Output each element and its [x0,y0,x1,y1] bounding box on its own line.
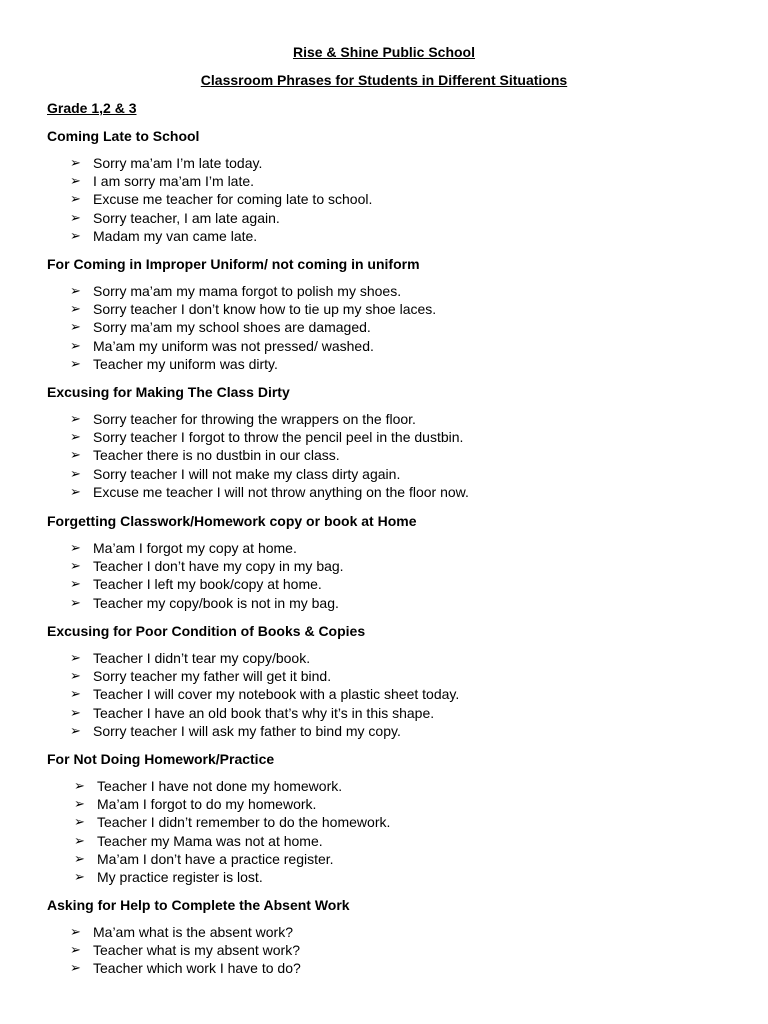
phrase-text: Teacher I have an old book that’s why it’s in this shape. [93,704,435,721]
arrowhead-bullet-icon: ➢ [70,191,81,207]
phrase-text: Teacher what is my absent work? [93,942,300,959]
list-item [47,575,747,593]
list-item [47,557,747,575]
school-name: Rise & Shine Public School [292,44,476,60]
phrase-text: Excuse me teacher for coming late to school. [93,191,373,208]
arrowhead-bullet-icon: ➢ [70,209,81,225]
document-subtitle: Classroom Phrases for Students in Different Situations [200,72,568,88]
arrowhead-bullet-icon: ➢ [70,411,81,426]
phrase-text: Teacher my uniform was dirty. [93,355,278,372]
list-item [47,868,747,886]
arrowhead-bullet-icon: ➢ [74,778,85,793]
list-item [47,594,747,612]
phrase-text: I am sorry ma’am I’m late. [93,173,255,190]
phrase-text: Sorry teacher I will ask my father to bind my copy. [93,722,401,739]
phrase-text: Ma’am what is the absent work? [93,924,293,940]
phrase-text: Ma’am I forgot to do my homework. [97,796,317,813]
phrase-text: Teacher I didn’t tear my copy/book. [93,650,311,666]
arrowhead-bullet-icon: ➢ [70,155,81,170]
section-class-dirty [47,383,747,501]
list-item [47,850,747,868]
list-item [47,410,747,428]
phrase-list [47,923,747,978]
list-item [47,832,747,850]
phrase-list [47,649,747,740]
phrase-text: Ma’am I forgot my copy at home. [93,540,297,556]
phrase-list [47,154,747,245]
phrase-text: Sorry ma’am my mama forgot to polish my shoes. [93,283,402,299]
list-item [47,777,747,795]
arrowhead-bullet-icon: ➢ [70,447,81,463]
list-item [47,227,747,245]
list-item [47,465,747,483]
phrase-text: Teacher I have not done my homework. [97,778,343,794]
list-item [47,941,747,959]
list-item [47,300,747,318]
phrase-text: My practice register is lost. [97,868,263,885]
phrase-text: Sorry teacher I will not make my class dirty again. [93,465,401,482]
section-heading: Excusing for Making The Class Dirty [47,384,290,400]
arrowhead-bullet-icon: ➢ [70,704,81,720]
list-item [47,318,747,336]
list-item [47,923,747,941]
arrowhead-bullet-icon: ➢ [70,355,81,371]
list-item [47,337,747,355]
arrowhead-bullet-icon: ➢ [70,540,81,555]
phrase-text: Sorry ma’am I’m late today. [93,155,263,171]
phrase-text: Sorry ma’am my school shoes are damaged. [93,319,371,336]
section-improper-uniform [47,255,747,373]
arrowhead-bullet-icon: ➢ [70,576,81,592]
arrowhead-bullet-icon: ➢ [70,686,81,702]
arrowhead-bullet-icon: ➢ [74,850,85,866]
list-item [47,667,747,685]
list-item [47,795,747,813]
arrowhead-bullet-icon: ➢ [70,319,81,335]
list-item [47,649,747,667]
section-heading: Coming Late to School [47,128,200,144]
phrase-text: Teacher I left my book/copy at home. [93,576,322,593]
phrase-text: Ma’am I don’t have a practice register. [97,850,334,867]
arrowhead-bullet-icon: ➢ [70,337,81,353]
arrowhead-bullet-icon: ➢ [70,924,81,939]
list-item [47,282,747,300]
grade-label: Grade 1,2 & 3 [47,100,137,116]
section-heading: Excusing for Poor Condition of Books & Copies [47,623,366,639]
phrase-text: Sorry teacher I don’t know how to tie up my shoe laces. [93,301,437,318]
phrase-text: Excuse me teacher I will not throw anything on the floor now. [93,483,469,500]
list-item [47,172,747,190]
phrase-text: Sorry teacher, I am late again. [93,209,280,226]
arrowhead-bullet-icon: ➢ [70,483,81,499]
arrowhead-bullet-icon: ➢ [70,722,81,738]
list-item [47,446,747,464]
list-item [47,209,747,227]
arrowhead-bullet-icon: ➢ [70,594,81,610]
section-heading: Forgetting Classwork/Homework copy or book at Home [47,513,417,529]
section-not-doing-homework [47,750,747,886]
list-item [47,428,747,446]
list-item [47,539,747,557]
section-heading: Asking for Help to Complete the Absent Work [47,897,350,913]
list-item [47,704,747,722]
phrase-text: Teacher I didn’t remember to do the homework. [97,814,391,831]
phrase-list [47,777,747,886]
section-heading: For Coming in Improper Uniform/ not coming in uniform [47,256,420,272]
section-absent-work [47,896,747,978]
section-poor-condition [47,622,747,740]
arrowhead-bullet-icon: ➢ [70,173,81,189]
section-forgetting-copy [47,512,747,612]
list-item [47,154,747,172]
phrase-text: Sorry teacher for throwing the wrappers on the floor. [93,411,416,427]
arrowhead-bullet-icon: ➢ [70,429,81,445]
list-item [47,722,747,740]
phrase-list [47,282,747,373]
phrase-text: Sorry teacher I forgot to throw the pencil peel in the dustbin. [93,429,464,446]
arrowhead-bullet-icon: ➢ [74,796,85,812]
arrowhead-bullet-icon: ➢ [74,814,85,830]
list-item [47,959,747,977]
arrowhead-bullet-icon: ➢ [70,465,81,481]
section-heading: For Not Doing Homework/Practice [47,751,275,767]
phrase-text: Teacher I don’t have my copy in my bag. [93,558,344,575]
phrase-text: Teacher my Mama was not at home. [97,832,323,849]
phrase-text: Madam my van came late. [93,227,258,244]
phrase-text: Teacher I will cover my notebook with a plastic sheet today. [93,686,460,703]
list-item [47,813,747,831]
phrase-text: Ma’am my uniform was not pressed/ washed. [93,337,374,354]
arrowhead-bullet-icon: ➢ [70,668,81,684]
phrase-text: Teacher which work I have to do? [93,960,301,977]
phrase-text: Sorry teacher my father will get it bind. [93,668,332,685]
arrowhead-bullet-icon: ➢ [70,650,81,665]
arrowhead-bullet-icon: ➢ [70,942,81,958]
list-item [47,483,747,501]
arrowhead-bullet-icon: ➢ [70,960,81,976]
phrase-text: Teacher my copy/book is not in my bag. [93,594,339,611]
phrase-text: Teacher there is no dustbin in our class. [93,447,340,464]
arrowhead-bullet-icon: ➢ [74,832,85,848]
list-item [47,190,747,208]
list-item [47,355,747,373]
arrowhead-bullet-icon: ➢ [70,283,81,298]
arrowhead-bullet-icon: ➢ [70,227,81,243]
phrase-list [47,539,747,612]
arrowhead-bullet-icon: ➢ [74,868,85,884]
arrowhead-bullet-icon: ➢ [70,301,81,317]
section-coming-late [47,127,747,245]
phrase-list [47,410,747,501]
arrowhead-bullet-icon: ➢ [70,558,81,574]
list-item [47,685,747,703]
